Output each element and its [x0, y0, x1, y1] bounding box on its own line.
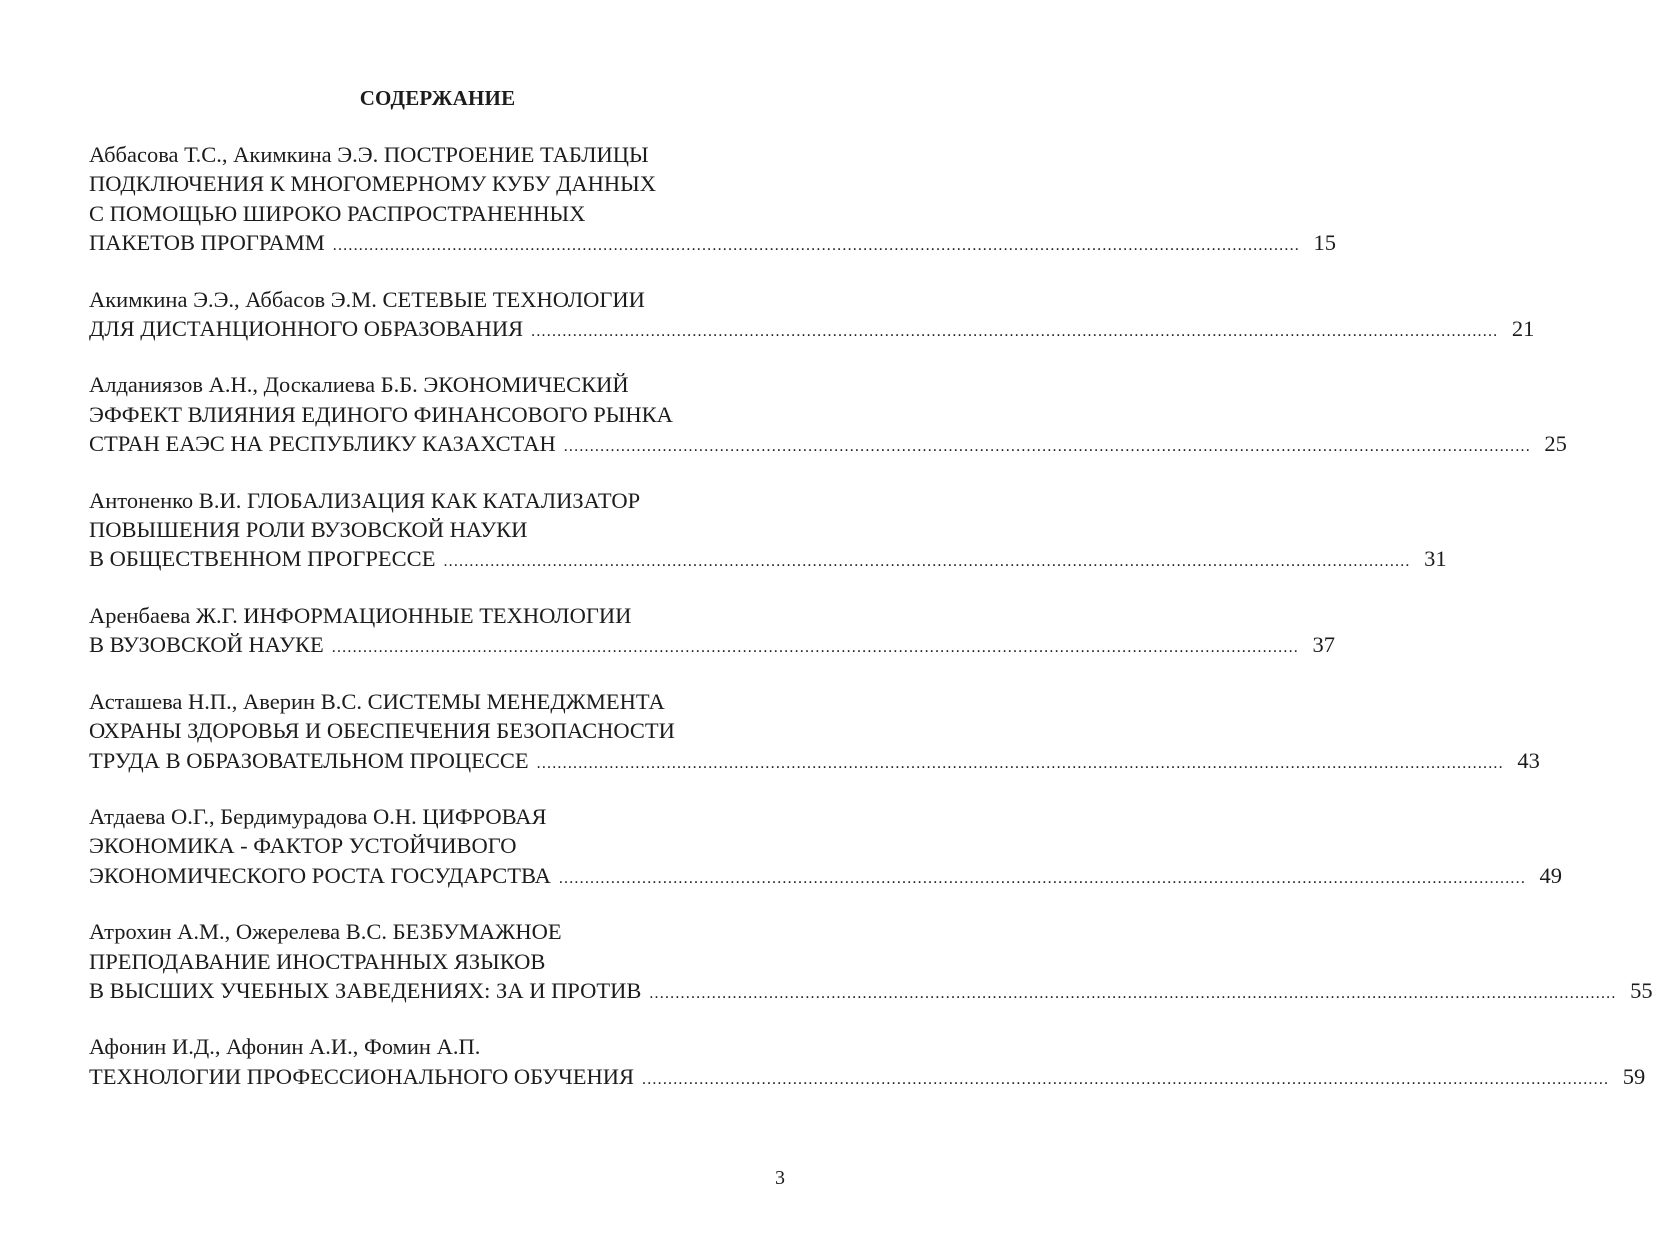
toc-entry-line: ПРЕПОДАВАНИЕ ИНОСТРАННЫХ ЯЗЫКОВ	[89, 948, 546, 974]
toc-entry-last-line	[89, 314, 1535, 346]
toc-entry-last-line	[89, 228, 1336, 260]
table-of-contents	[89, 140, 1653, 1118]
toc-entry-line: ПАКЕТОВ ПРОГРАММ	[89, 230, 325, 256]
toc-entry-line: С ПОМОЩЬЮ ШИРОКО РАСПРОСТРАНЕННЫХ	[89, 200, 586, 226]
toc-entry[interactable]	[89, 1032, 1646, 1094]
dot-leader: ..........................................................................................................................................................................................	[536, 754, 1504, 772]
dot-leader: ..........................................................................................................................................................................................	[443, 553, 1411, 571]
toc-entry[interactable]	[89, 285, 1535, 347]
toc-entry-line: Аренбаева Ж.Г. ИНФОРМАЦИОННЫЕ ТЕХНОЛОГИИ	[89, 602, 632, 628]
dot-leader: ..........................................................................................................................................................................................	[558, 869, 1527, 887]
toc-entry-line: В ОБЩЕСТВЕННОМ ПРОГРЕССЕ	[89, 546, 436, 572]
toc-page-number: 43	[1517, 747, 1540, 773]
toc-entry-line: Асташева Н.П., Аверин В.С. СИСТЕМЫ МЕНЕДЖМЕНТА	[89, 688, 665, 714]
dot-leader: ..........................................................................................................................................................................................	[649, 984, 1617, 1002]
toc-entry-last-line	[89, 429, 1567, 461]
toc-entry-line: ОХРАНЫ ЗДОРОВЬЯ И ОБЕСПЕЧЕНИЯ БЕЗОПАСНОСТИ	[89, 718, 675, 744]
toc-entry-line: Атрохин А.М., Ожерелева В.С. БЕЗБУМАЖНОЕ	[89, 919, 562, 945]
toc-entry[interactable]	[89, 370, 1567, 461]
toc-page-number: 59	[1622, 1063, 1646, 1089]
toc-page-number: 55	[1630, 977, 1653, 1003]
toc-entry-line: Акимкина Э.Э., Аббасов Э.М. СЕТЕВЫЕ ТЕХНОЛОГИИ	[89, 286, 645, 312]
page-number: 3	[775, 1167, 785, 1189]
toc-entry-line: В ВУЗОВСКОЙ НАУКЕ	[89, 632, 324, 658]
toc-page-number: 49	[1539, 862, 1563, 888]
dot-leader: ..........................................................................................................................................................................................	[331, 639, 1299, 657]
toc-entry[interactable]	[89, 140, 1336, 261]
toc-entry-line: СТРАН ЕАЭС НА РЕСПУБЛИКУ КАЗАХСТАН	[89, 431, 556, 457]
dot-leader: ..........................................................................................................................................................................................	[332, 237, 1300, 255]
toc-entry-line: ПОДКЛЮЧЕНИЯ К МНОГОМЕРНОМУ КУБУ ДАННЫХ	[89, 171, 657, 197]
toc-page-number: 21	[1511, 316, 1535, 342]
toc-entry-line: Афонин И.Д., Афонин А.И., Фомин А.П.	[89, 1034, 481, 1060]
toc-entry[interactable]	[89, 486, 1447, 577]
toc-entry-last-line	[89, 976, 1653, 1008]
toc-entry[interactable]	[89, 601, 1335, 663]
toc-entry-line: ЭКОНОМИКА - ФАКТОР УСТОЙЧИВОГО	[89, 833, 517, 859]
toc-entry-line: ПОВЫШЕНИЯ РОЛИ ВУЗОВСКОЙ НАУКИ	[89, 517, 528, 543]
toc-entry-line: В ВЫСШИХ УЧЕБНЫХ ЗАВЕДЕНИЯХ: ЗА И ПРОТИВ	[89, 977, 642, 1003]
dot-leader: ..........................................................................................................................................................................................	[531, 323, 1499, 341]
toc-entry-line: ДЛЯ ДИСТАНЦИОННОГО ОБРАЗОВАНИЯ	[89, 316, 524, 342]
toc-entry-last-line	[89, 544, 1447, 576]
toc-entry-line: Атдаева О.Г., Бердимурадова О.Н. ЦИФРОВАЯ	[89, 803, 547, 829]
dot-leader: ..........................................................................................................................................................................................	[642, 1070, 1610, 1088]
toc-entry-last-line	[89, 746, 1540, 778]
toc-entry-line: ЭКОНОМИЧЕСКОГО РОСТА ГОСУДАРСТВА	[89, 862, 551, 888]
dot-leader: ..........................................................................................................................................................................................	[563, 438, 1531, 456]
toc-entry-line: ТЕХНОЛОГИИ ПРОФЕССИОНАЛЬНОГО ОБУЧЕНИЯ	[89, 1063, 635, 1089]
toc-entry-line: Антоненко В.И. ГЛОБАЛИЗАЦИЯ КАК КАТАЛИЗАТОР	[89, 487, 641, 513]
toc-page-number: 31	[1424, 546, 1447, 572]
toc-page-number: 15	[1313, 230, 1336, 256]
toc-entry-line: ТРУДА В ОБРАЗОВАТЕЛЬНОМ ПРОЦЕССЕ	[89, 747, 529, 773]
page-title: СОДЕРЖАНИЕ	[359, 86, 516, 110]
toc-entry[interactable]	[89, 917, 1653, 1008]
toc-entry[interactable]	[89, 687, 1540, 778]
toc-entry-line: Алданиязов А.Н., Доскалиева Б.Б. ЭКОНОМИЧЕСКИЙ	[89, 372, 629, 398]
toc-entry-last-line	[89, 861, 1563, 893]
toc-entry-last-line	[89, 630, 1335, 662]
toc-page-number: 37	[1312, 632, 1335, 658]
toc-entry[interactable]	[89, 802, 1563, 893]
toc-page-number: 25	[1544, 431, 1567, 457]
toc-entry-line: ЭФФЕКТ ВЛИЯНИЯ ЕДИНОГО ФИНАНСОВОГО РЫНКА	[89, 401, 673, 427]
toc-entry-line: Аббасова Т.С., Акимкина Э.Э. ПОСТРОЕНИЕ ТАБЛИЦЫ	[89, 142, 649, 167]
toc-entry-last-line	[89, 1062, 1646, 1094]
